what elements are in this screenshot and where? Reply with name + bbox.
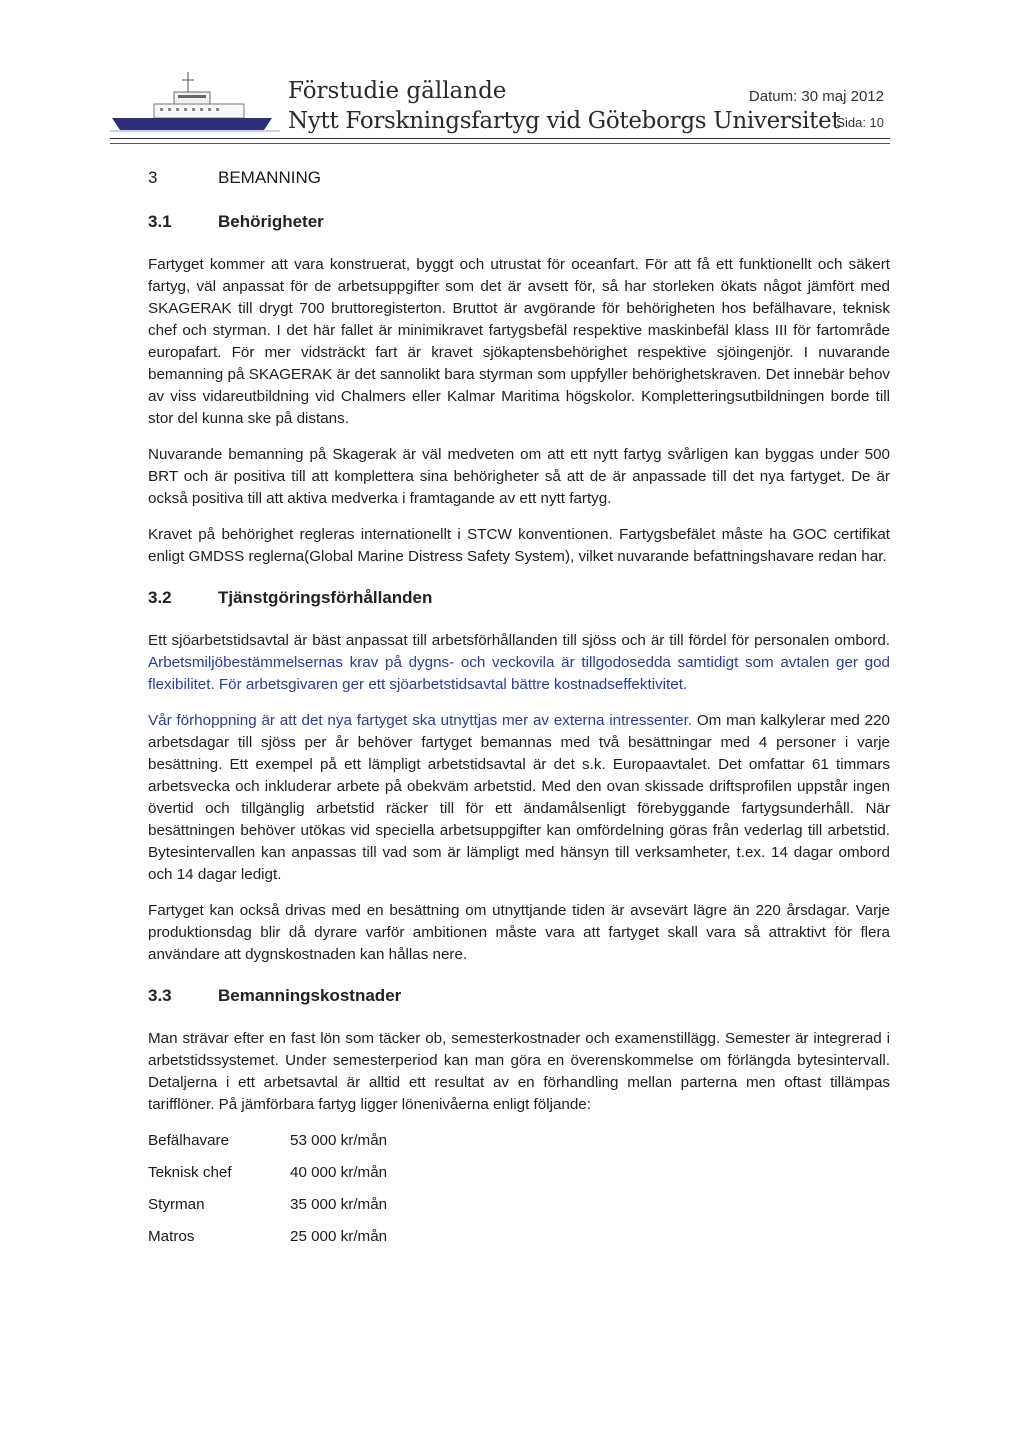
salary-row bbox=[148, 1162, 890, 1194]
salary-role: Matros bbox=[148, 1228, 195, 1245]
section-number: 3.1 bbox=[148, 212, 172, 231]
paragraph-text: Ett sjöarbetstidsavtal är bäst anpassat till arbetsförhållanden till sjöss och är till fördel för personalen ombord. bbox=[148, 632, 890, 649]
paragraph: Kravet på behörighet regleras internationellt i STCW konventionen. Fartygsbefälet måste ha GOC certifikat enligt GMDSS reglerna(Global Marine Distress Safety System), vilket nuvarande befattningshavare redan har. bbox=[148, 526, 890, 565]
salary-role: Teknisk chef bbox=[148, 1164, 232, 1181]
section-3-2-heading bbox=[148, 588, 890, 608]
paragraph bbox=[148, 630, 890, 696]
paragraph: Fartyget kan också drivas med en besättning om utnyttjande tiden är avsevärt lägre än 220 årsdagar. Varje produktionsdag blir då dyrare varför ambitionen måste vara att fartyget skall vara så attraktivt för flera användare att dygnskostnaden kan hållas nere. bbox=[148, 902, 890, 963]
salary-amount: 35 000 kr/mån bbox=[290, 1196, 388, 1213]
header-title-line2: Nytt Forskningsfartyg vid Göteborgs Universitet bbox=[288, 108, 841, 134]
section-title: Behörigheter bbox=[218, 212, 324, 231]
research-vessel-icon bbox=[110, 70, 280, 134]
section-number: 3 bbox=[148, 168, 158, 187]
section-3-3-heading bbox=[148, 986, 890, 1006]
section-title: BEMANNING bbox=[218, 168, 321, 187]
section-title: Tjänstgöringsförhållanden bbox=[218, 588, 433, 607]
salary-amount: 53 000 kr/mån bbox=[290, 1132, 388, 1149]
paragraph: Fartyget kommer att vara konstruerat, byggt och utrustat för oceanfart. För att få ett funktionellt och säkert fartyg, väl anpassat för de arbetsuppgifter som det är avsett för, så har storleken ökats något jämfört med SKAGERAK till drygt 700 bruttoregisterton. Bruttot är avgörande för behörigheten hos befälhavare, teknisk chef och styrman. I det här fallet är minimikravet fartygsbefäl respektive maskinbefäl klass III för fartområde europafart. För mer vidsträckt fart är kravet sjökaptensbehörighet respektive sjöingenjör. I nuvarande bemanning på SKAGERAK är det sannolikt bara styrman som uppfyller behörighetskraven. Det innebär behov av viss vidareutbildning vid Chalmers eller Kalmar Maritima högskolor. Kompletteringsutbildningen borde till stor del kunna ske på distans. bbox=[148, 256, 890, 427]
section-title: Bemanningskostnader bbox=[218, 986, 402, 1005]
paragraph: Nuvarande bemanning på Skagerak är väl medveten om att ett nytt fartyg svårligen kan byggas under 500 BRT och är positiva till att komplettera sina behörigheter så att de är anpassade till det nya fartyget. De är också positiva till att aktiva medverka i framtagande av ett nytt fartyg. bbox=[148, 446, 890, 507]
salary-role: Befälhavare bbox=[148, 1132, 230, 1149]
header-page-number: Sida: 10 bbox=[836, 115, 884, 130]
paragraph bbox=[148, 710, 890, 886]
paragraph: Man strävar efter en fast lön som täcker ob, semesterkostnader och examenstillägg. Semester är integrerad i arbetstidssystemet. Under semesterperiod kan man göra en överenskommelse om förlängda bytesintervall. Detaljerna i ett arbetsavtal är alltid ett resultat av en förhandling mellan parterna men oftast tillämpas tarifflöner. På jämförbara fartyg ligger lönenivåerna enligt följande: bbox=[148, 1030, 890, 1113]
salary-amount: 40 000 kr/mån bbox=[290, 1164, 388, 1181]
header-rule-secondary bbox=[110, 143, 890, 144]
header-date: Datum: 30 maj 2012 bbox=[748, 88, 884, 105]
salary-amount: 25 000 kr/mån bbox=[290, 1228, 388, 1245]
document-body bbox=[148, 168, 890, 1258]
section-number: 3.3 bbox=[148, 986, 172, 1005]
section-number: 3.2 bbox=[148, 588, 172, 607]
salary-list bbox=[148, 1130, 890, 1258]
section-3-heading bbox=[148, 168, 890, 188]
salary-role: Styrman bbox=[148, 1196, 205, 1213]
salary-row bbox=[148, 1194, 890, 1226]
paragraph-text: Om man kalkylerar med 220 arbetsdagar till sjöss per år behöver fartyget bemannas med två besättningar med 4 personer i varje besättning. Ett exempel på ett lämpligt arbetstidsavtal är det s.k. Europaavtalet. Det omfattar 61 timmars arbetsvecka och inkluderar arbete på obekväm arbetstid. Med den ovan skissade driftsprofilen uppstår ingen övertid och tillgänglig arbetstid räcker till för ett ändamålsenligt förebyggande fartygsunderhåll. När besättningen behöver utökas vid speciella arbetsuppgifter kan omfördelning göras från vederlag till arbetstid. Bytesintervallen kan anpassas till vad som är lämpligt med hänsyn till verksamheter, t.ex. 14 dagar ombord och 14 dagar ledigt. bbox=[148, 712, 890, 883]
salary-row bbox=[148, 1130, 890, 1162]
header-rule bbox=[110, 138, 890, 139]
section-3-1-heading bbox=[148, 212, 890, 232]
paragraph-text-highlighted: Arbetsmiljöbestämmelsernas krav på dygns- och veckovila är tillgodosedda samtidigt som avtalen ger god flexibilitet. För arbetsgivaren ger ett sjöarbetstidsavtal bättre kostnadseffektivitet. bbox=[148, 654, 890, 693]
paragraph-text-highlighted: Vår förhoppning är att det nya fartyget ska utnyttjas mer av externa intressenter. bbox=[148, 712, 693, 729]
header-title-line1: Förstudie gällande bbox=[288, 78, 507, 104]
page-header bbox=[110, 70, 890, 150]
salary-row bbox=[148, 1226, 890, 1258]
